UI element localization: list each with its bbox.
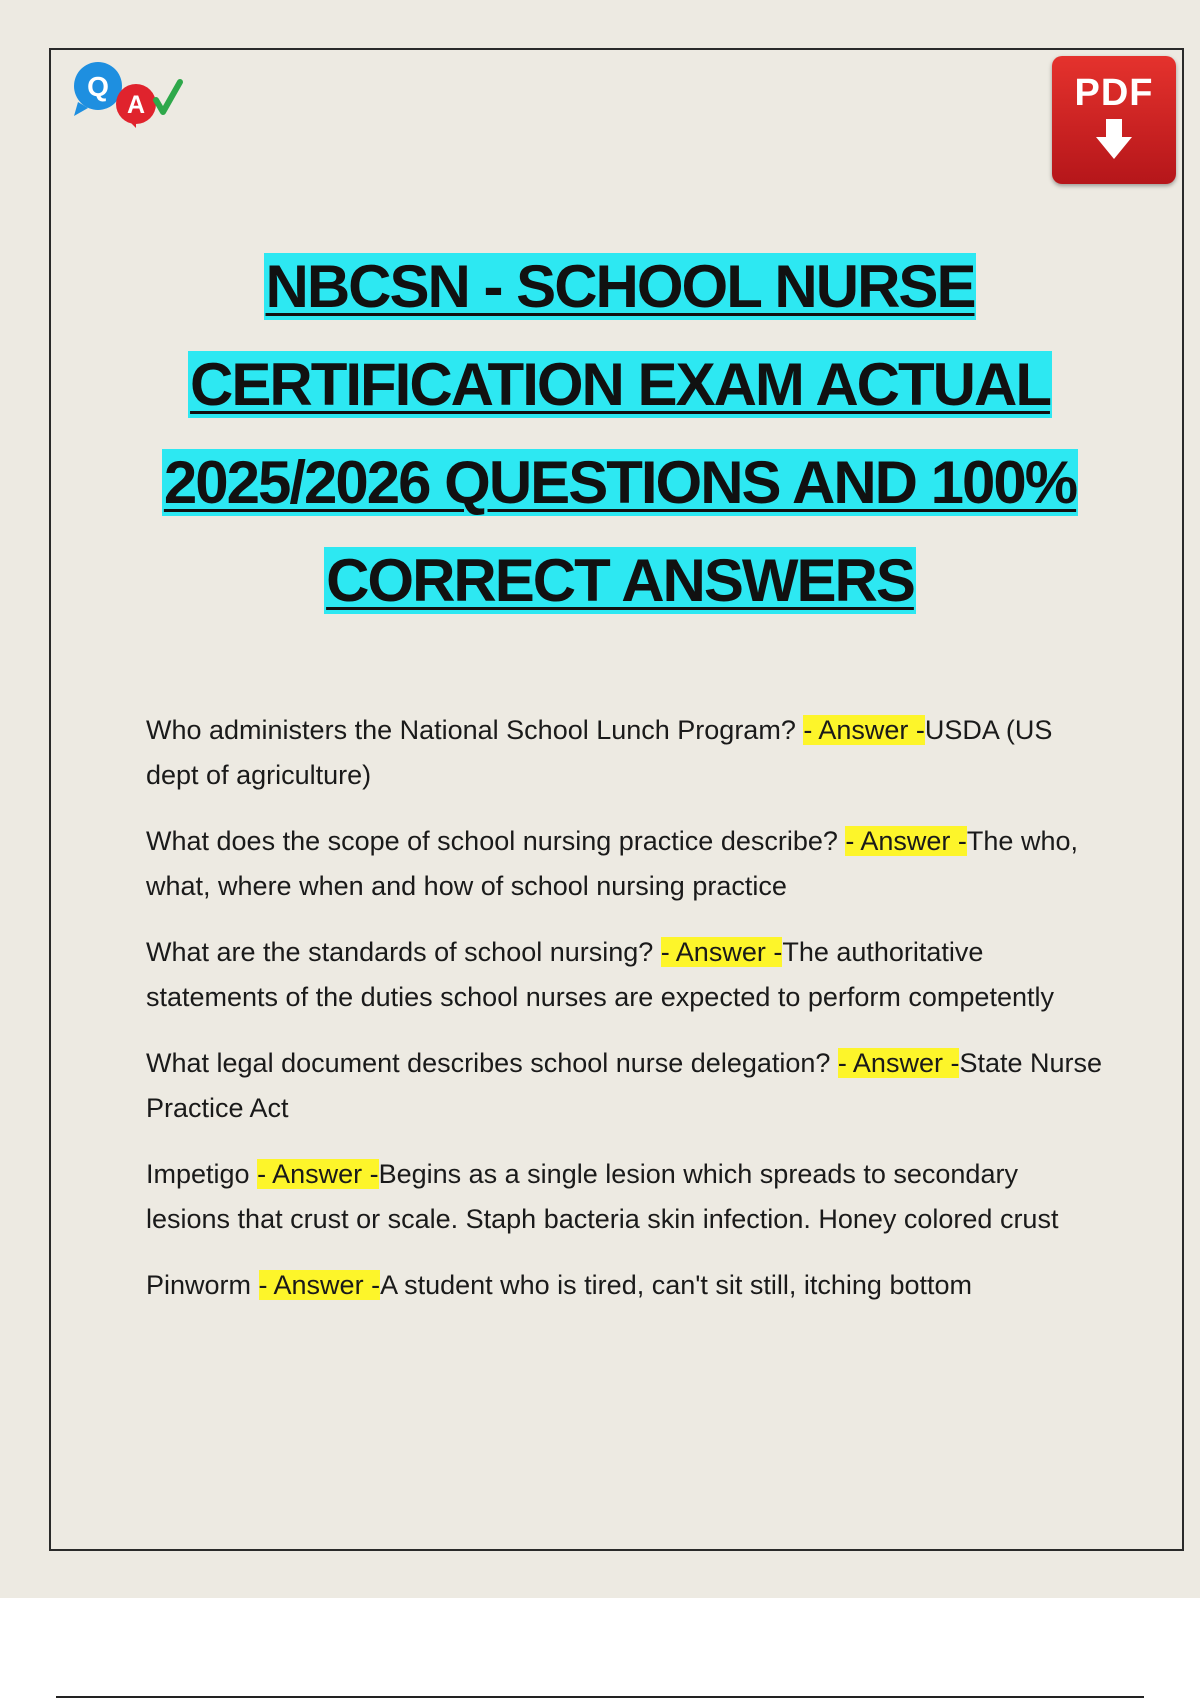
answer-text: A student who is tired, can't sit still, itching bottom (380, 1270, 972, 1300)
answer-tag: - Answer - (837, 1048, 960, 1078)
answer-tag: - Answer - (660, 937, 783, 967)
answer-tag: - Answer - (257, 1159, 379, 1189)
a-letter: A (126, 91, 146, 119)
footer-divider (56, 1696, 1144, 1698)
pdf-download-button[interactable] (1052, 56, 1176, 184)
answer-text: Begins as a single lesion which spreads to secondary lesions that crust or scale. Staph bacteria skin infection. Honey colored crust (146, 1159, 1059, 1234)
title-line: CORRECT ANSWERS (326, 547, 914, 614)
qa-logo (70, 58, 190, 130)
qa-item (146, 1152, 1106, 1242)
question-text: What legal document describes school nurse delegation? (146, 1048, 838, 1078)
question-text: Impetigo (146, 1159, 258, 1189)
question-text: What does the scope of school nursing practice describe? (146, 826, 846, 856)
document-title (100, 238, 1140, 630)
qa-check-icon (70, 58, 190, 130)
qa-item (146, 708, 1106, 798)
answer-text: The who, what, where when and how of school nursing practice (146, 826, 1078, 901)
answer-tag: - Answer - (258, 1270, 381, 1300)
answer-text: USDA (US dept of agriculture) (146, 715, 1053, 790)
answer-text: The authoritative statements of the duties school nurses are expected to perform competently (146, 937, 1054, 1012)
answer-tag: - Answer - (845, 826, 967, 856)
question-text: Who administers the National School Lunch Program? (146, 715, 804, 745)
title-line: 2025/2026 QUESTIONS AND 100% (163, 449, 1077, 516)
qa-item (146, 819, 1106, 909)
answer-text: State Nurse Practice Act (146, 1048, 1103, 1123)
question-text: Pinworm (146, 1270, 259, 1300)
pdf-label: PDF (1074, 72, 1154, 114)
q-letter: Q (87, 71, 109, 102)
title-line: NBCSN - SCHOOL NURSE (265, 253, 975, 320)
qa-item (146, 930, 1106, 1020)
qa-list (146, 708, 1106, 1329)
qa-item (146, 1263, 1106, 1308)
answer-tag: - Answer - (803, 715, 925, 745)
download-arrow-icon (1094, 119, 1134, 161)
question-text: What are the standards of school nursing? (146, 937, 661, 967)
qa-item (146, 1041, 1106, 1131)
title-line: CERTIFICATION EXAM ACTUAL (190, 351, 1050, 418)
